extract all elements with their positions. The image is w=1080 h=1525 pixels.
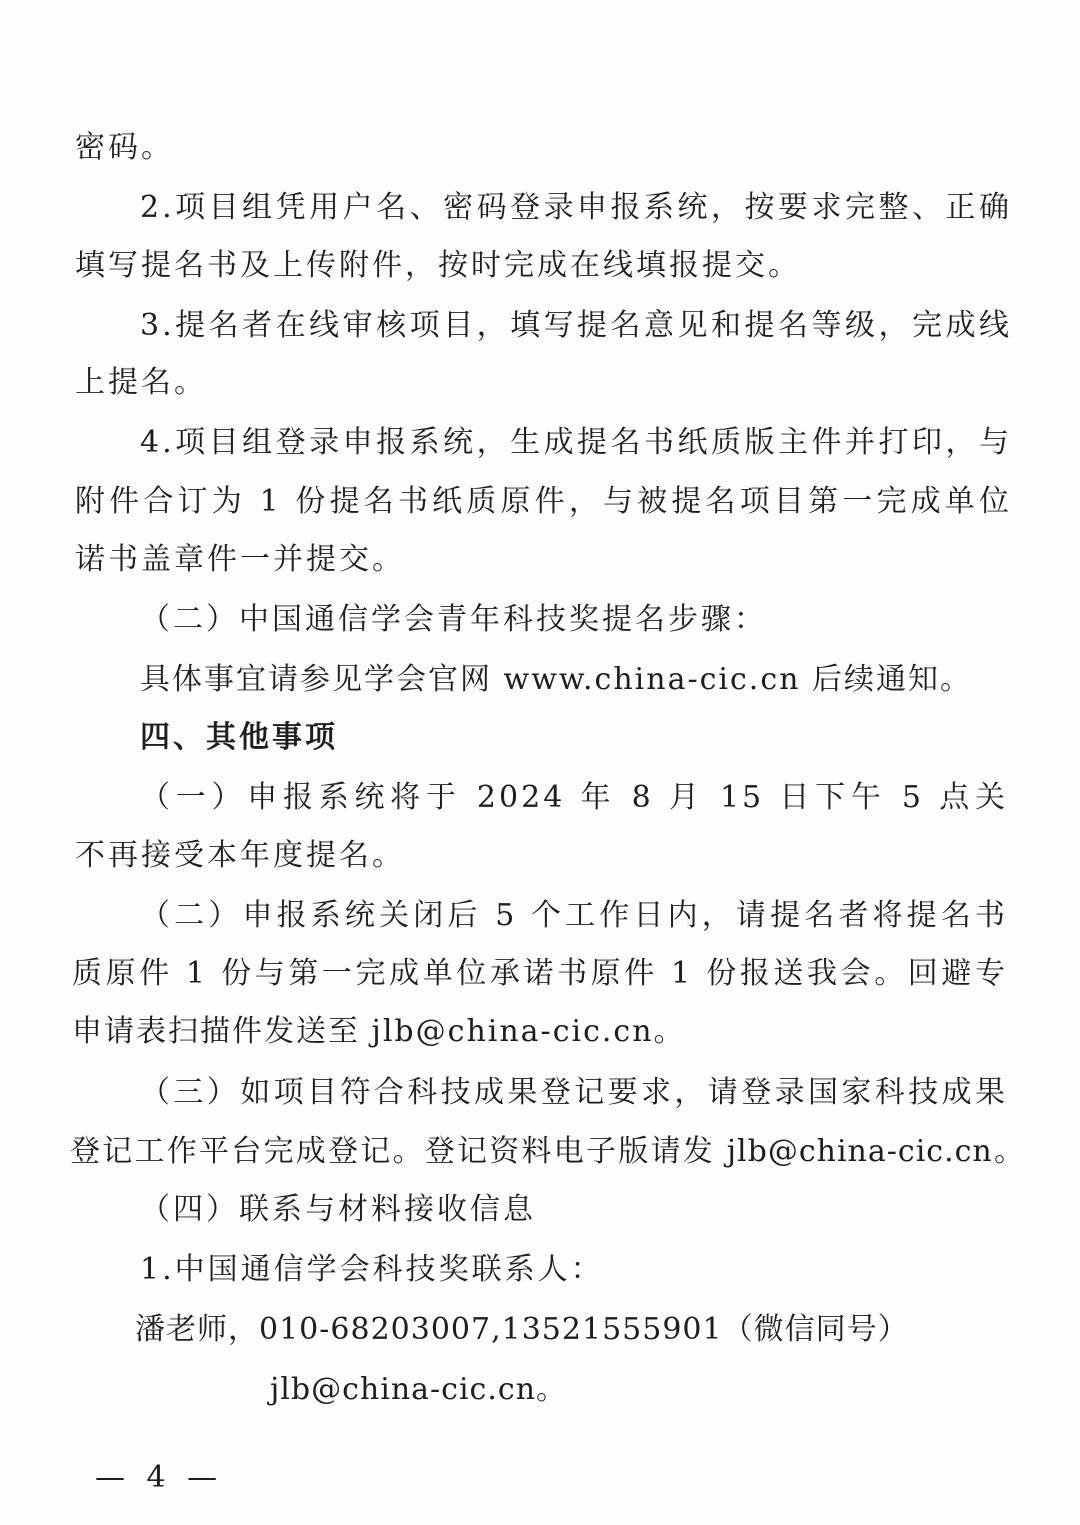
- text-line: 4.项目组登录申报系统，生成提名书纸质版主件并打印，与: [140, 425, 1012, 460]
- text-line: 不再接受本年度提名。: [75, 838, 405, 873]
- text-line: 密码。: [75, 130, 174, 165]
- section-heading: 四、其他事项: [140, 720, 338, 755]
- text-line: （三）如项目符合科技成果登记要求，请登录国家科技成果: [140, 1075, 1008, 1110]
- section-subheading: （四）联系与材料接收信息: [140, 1192, 536, 1227]
- text-line: 具体事宜请参见学会官网 www.china-cic.cn 后续通知。: [140, 662, 973, 697]
- text-line: 登记工作平台完成登记。登记资料电子版请发 jlb@china-cic.cn。: [70, 1134, 1025, 1169]
- text-line: 上提名。: [75, 365, 207, 400]
- contact-email: jlb@china-cic.cn。: [270, 1372, 568, 1407]
- text-line: （一）申报系统将于 2024 年 8 月 15 日下午 5 点关: [140, 780, 1008, 815]
- text-line: 申请表扫描件发送至 jlb@china-cic.cn。: [72, 1014, 686, 1049]
- text-line: 质原件 1 份与第一完成单位承诺书原件 1 份报送我会。回避专: [72, 956, 1008, 991]
- text-line: 3.提名者在线审核项目，填写提名意见和提名等级，完成线: [140, 308, 1012, 343]
- page-number: — 4 —: [95, 1460, 224, 1495]
- text-line: 填写提名书及上传附件，按时完成在线填报提交。: [75, 248, 801, 283]
- text-line: 诺书盖章件一并提交。: [75, 542, 405, 577]
- section-subheading: （二）中国通信学会青年科技奖提名步骤：: [140, 602, 767, 637]
- text-line: （二）申报系统关闭后 5 个工作日内，请提名者将提名书: [140, 898, 1008, 933]
- text-line: 附件合订为 1 份提名书纸质原件，与被提名项目第一完成单位: [75, 484, 1012, 519]
- text-line: 2.项目组凭用户名、密码登录申报系统，按要求完整、正确: [140, 190, 1012, 225]
- contact-line: 潘老师，010-68203007,13521555901（微信同号）: [135, 1312, 909, 1347]
- text-line: 1.中国通信学会科技奖联系人：: [140, 1252, 604, 1287]
